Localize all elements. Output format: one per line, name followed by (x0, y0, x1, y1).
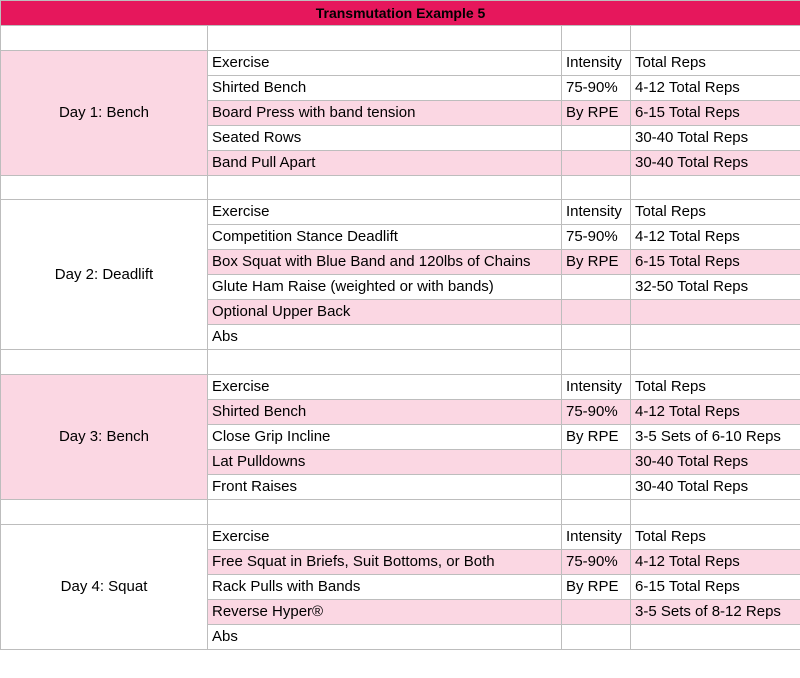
header-exercise[interactable]: Exercise (208, 524, 562, 549)
intensity-cell[interactable] (562, 624, 631, 649)
intensity-cell[interactable] (562, 475, 631, 500)
empty-cell[interactable] (631, 175, 800, 200)
header-total-reps[interactable]: Total Reps (631, 524, 800, 549)
reps-cell[interactable] (631, 300, 800, 325)
exercise-cell[interactable]: Glute Ham Raise (weighted or with bands) (208, 275, 562, 300)
empty-cell[interactable] (1, 350, 208, 375)
sheet-title[interactable]: Transmutation Example 5 (1, 1, 800, 26)
exercise-cell[interactable]: Board Press with band tension (208, 100, 562, 125)
header-intensity[interactable]: Intensity (562, 200, 631, 225)
exercise-cell[interactable]: Close Grip Incline (208, 425, 562, 450)
empty-cell[interactable] (208, 26, 562, 51)
intensity-cell[interactable] (562, 325, 631, 350)
spacer-row (1, 500, 800, 525)
exercise-cell[interactable]: Free Squat in Briefs, Suit Bottoms, or Both (208, 549, 562, 574)
reps-cell[interactable]: 32-50 Total Reps (631, 275, 800, 300)
empty-cell[interactable] (562, 350, 631, 375)
exercise-cell[interactable]: Rack Pulls with Bands (208, 574, 562, 599)
empty-cell[interactable] (208, 500, 562, 525)
intensity-cell[interactable]: 75-90% (562, 400, 631, 425)
exercise-cell[interactable]: Band Pull Apart (208, 150, 562, 175)
reps-cell[interactable]: 4-12 Total Reps (631, 549, 800, 574)
intensity-cell[interactable]: By RPE (562, 574, 631, 599)
intensity-cell[interactable]: By RPE (562, 425, 631, 450)
header-total-reps[interactable]: Total Reps (631, 50, 800, 75)
exercise-cell[interactable]: Shirted Bench (208, 75, 562, 100)
exercise-cell[interactable]: Front Raises (208, 475, 562, 500)
exercise-cell[interactable]: Abs (208, 325, 562, 350)
exercise-cell[interactable]: Lat Pulldowns (208, 450, 562, 475)
spacer-row (1, 26, 800, 51)
empty-cell[interactable] (631, 26, 800, 51)
reps-cell[interactable]: 30-40 Total Reps (631, 125, 800, 150)
title-row (1, 1, 800, 26)
exercise-cell[interactable]: Reverse Hyper® (208, 599, 562, 624)
day-label[interactable]: Day 3: Bench (1, 375, 208, 500)
intensity-cell[interactable] (562, 599, 631, 624)
reps-cell[interactable]: 4-12 Total Reps (631, 225, 800, 250)
header-exercise[interactable]: Exercise (208, 375, 562, 400)
exercise-cell[interactable]: Competition Stance Deadlift (208, 225, 562, 250)
empty-cell[interactable] (562, 175, 631, 200)
empty-cell[interactable] (562, 26, 631, 51)
intensity-cell[interactable]: By RPE (562, 250, 631, 275)
spacer-row (1, 350, 800, 375)
header-exercise[interactable]: Exercise (208, 200, 562, 225)
exercise-cell[interactable]: Box Squat with Blue Band and 120lbs of Chains (208, 250, 562, 275)
intensity-cell[interactable]: 75-90% (562, 75, 631, 100)
exercise-cell[interactable]: Seated Rows (208, 125, 562, 150)
header-exercise[interactable]: Exercise (208, 50, 562, 75)
empty-cell[interactable] (631, 350, 800, 375)
header-row (1, 524, 800, 549)
reps-cell[interactable]: 3-5 Sets of 8-12 Reps (631, 599, 800, 624)
exercise-cell[interactable]: Abs (208, 624, 562, 649)
intensity-cell[interactable]: By RPE (562, 100, 631, 125)
intensity-cell[interactable] (562, 300, 631, 325)
empty-cell[interactable] (1, 175, 208, 200)
intensity-cell[interactable] (562, 450, 631, 475)
reps-cell[interactable] (631, 325, 800, 350)
reps-cell[interactable]: 4-12 Total Reps (631, 400, 800, 425)
day-label[interactable]: Day 4: Squat (1, 524, 208, 649)
intensity-cell[interactable]: 75-90% (562, 225, 631, 250)
day-label[interactable]: Day 1: Bench (1, 50, 208, 175)
reps-cell[interactable] (631, 624, 800, 649)
empty-cell[interactable] (208, 175, 562, 200)
empty-cell[interactable] (1, 500, 208, 525)
empty-cell[interactable] (562, 500, 631, 525)
header-row (1, 200, 800, 225)
header-intensity[interactable]: Intensity (562, 375, 631, 400)
intensity-cell[interactable] (562, 150, 631, 175)
intensity-cell[interactable] (562, 125, 631, 150)
reps-cell[interactable]: 30-40 Total Reps (631, 450, 800, 475)
reps-cell[interactable]: 6-15 Total Reps (631, 100, 800, 125)
empty-cell[interactable] (631, 500, 800, 525)
header-intensity[interactable]: Intensity (562, 50, 631, 75)
intensity-cell[interactable] (562, 275, 631, 300)
reps-cell[interactable]: 4-12 Total Reps (631, 75, 800, 100)
exercise-cell[interactable]: Optional Upper Back (208, 300, 562, 325)
reps-cell[interactable]: 6-15 Total Reps (631, 250, 800, 275)
empty-cell[interactable] (208, 350, 562, 375)
reps-cell[interactable]: 30-40 Total Reps (631, 475, 800, 500)
reps-cell[interactable]: 6-15 Total Reps (631, 574, 800, 599)
header-row (1, 375, 800, 400)
header-total-reps[interactable]: Total Reps (631, 200, 800, 225)
header-row (1, 50, 800, 75)
reps-cell[interactable]: 30-40 Total Reps (631, 150, 800, 175)
day-label[interactable]: Day 2: Deadlift (1, 200, 208, 350)
reps-cell[interactable]: 3-5 Sets of 6-10 Reps (631, 425, 800, 450)
empty-cell[interactable] (1, 26, 208, 51)
header-intensity[interactable]: Intensity (562, 524, 631, 549)
header-total-reps[interactable]: Total Reps (631, 375, 800, 400)
intensity-cell[interactable]: 75-90% (562, 549, 631, 574)
spacer-row (1, 175, 800, 200)
exercise-cell[interactable]: Shirted Bench (208, 400, 562, 425)
